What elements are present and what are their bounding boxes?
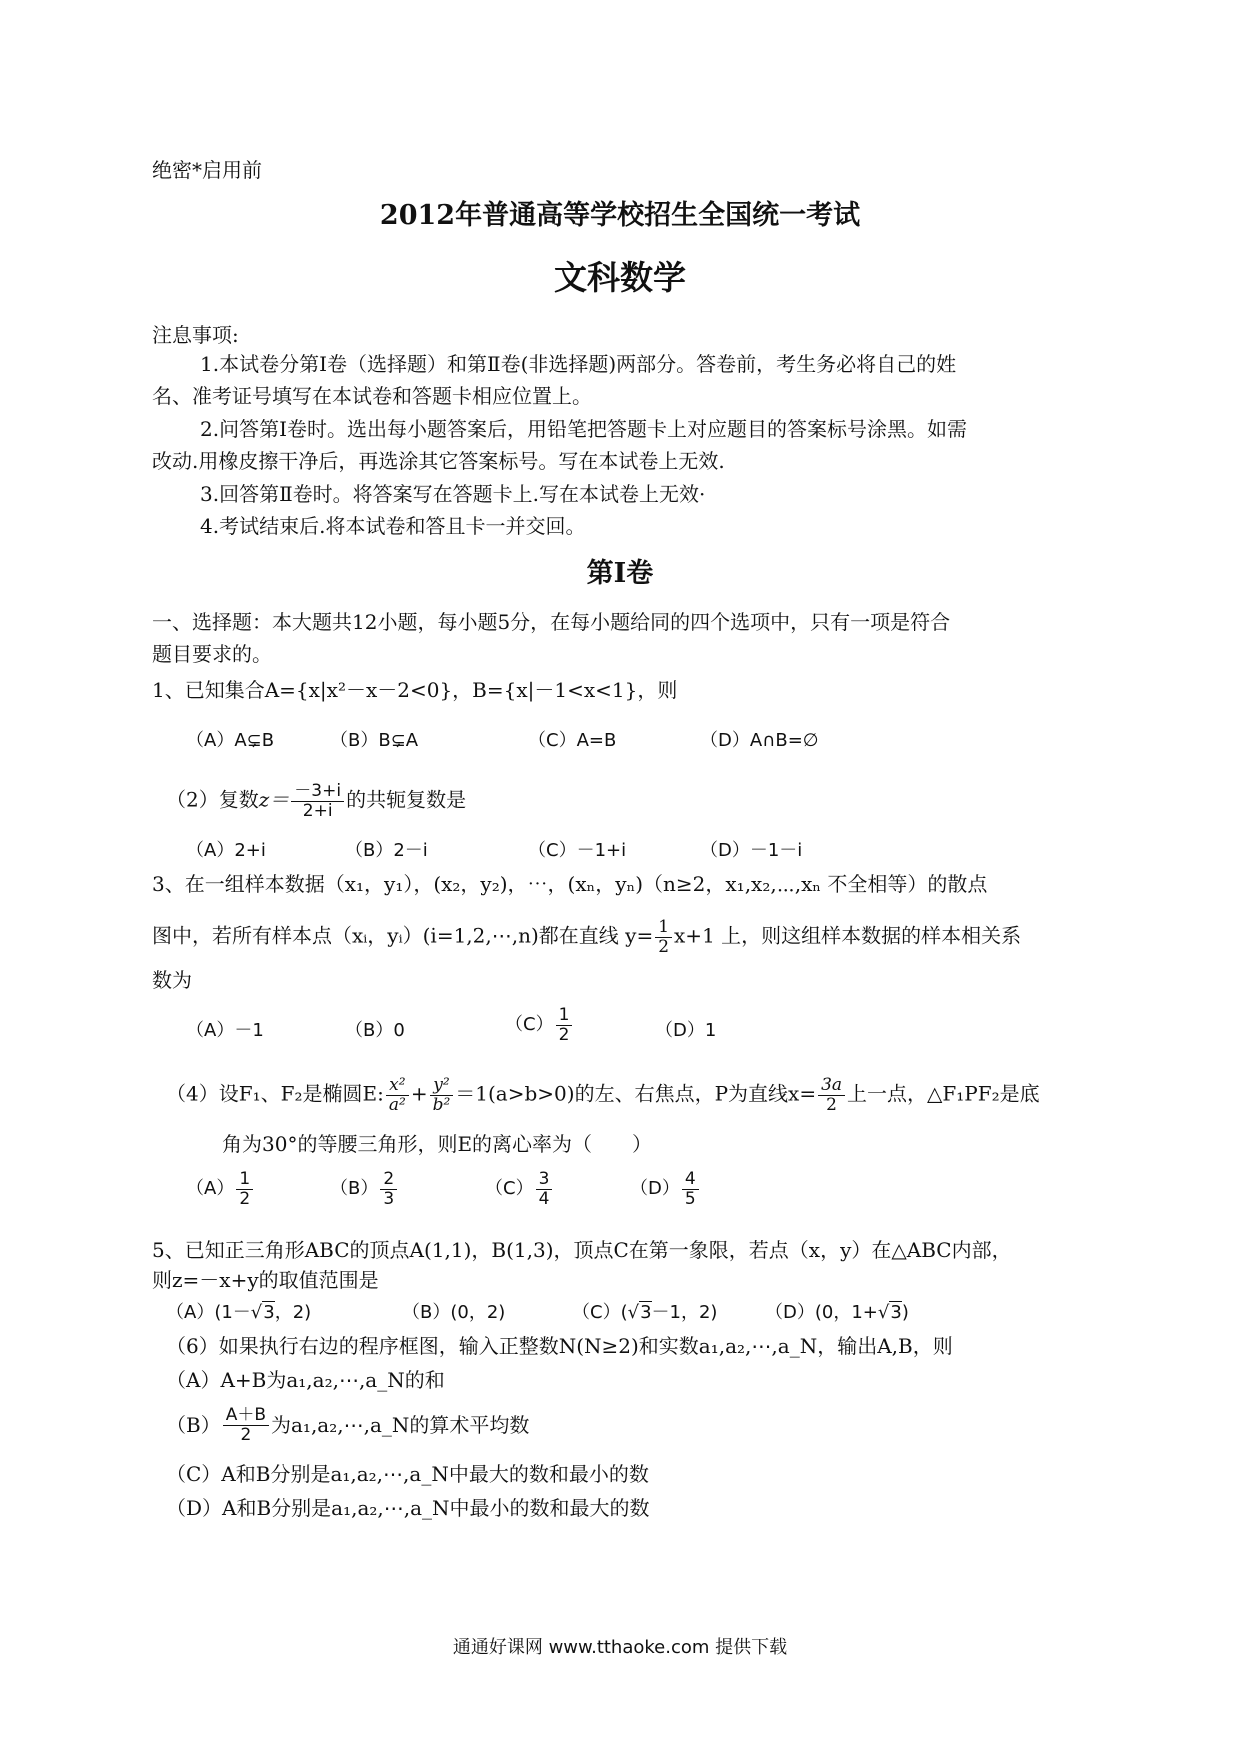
q4-option-d-label: （D）: [630, 1178, 680, 1200]
q6-option-b: [166, 1406, 529, 1444]
note-line-1: 1.本试卷分第Ⅰ卷（选择题）和第Ⅱ卷(非选择题)两部分。答卷前，考生务必将自己的姓: [200, 352, 957, 376]
q2-option-c: （C）－1+i: [528, 840, 627, 861]
q3-option-c-fraction: [556, 1006, 573, 1044]
q4-option-a-num: 1: [236, 1170, 253, 1190]
q6-option-c: （C）A和B分别是a₁,a₂,⋯,a_N中最大的数和最小的数: [166, 1462, 649, 1486]
note-line-5: 3.回答第Ⅱ卷时。将答案写在答题卡上.写在本试卷上无效·: [200, 482, 706, 506]
q4-option-a-label: （A）: [186, 1178, 235, 1200]
sqrt-icon: √: [627, 1302, 640, 1323]
q3-option-c-label: （C）: [505, 1014, 554, 1036]
q6-option-b-fraction: [223, 1406, 269, 1444]
q2-suffix: 的共轭复数是: [346, 787, 467, 812]
q3-line-1: 3、在一组样本数据（x₁，y₁），(x₂，y₂)，⋯，(xₙ，yₙ)（n≥2，x₁,x₂,⋯,xₙ 不全相等）的散点: [152, 872, 988, 896]
q5-option-c-pre: （C）(: [572, 1302, 628, 1323]
q6-stem: （6）如果执行右边的程序框图，输入正整数N(N≥2)和实数a₁,a₂,⋯,a_N，输出A,B，则: [166, 1334, 953, 1358]
q4-option-c-num: 3: [536, 1170, 553, 1190]
q4-option-c-fraction: [536, 1170, 553, 1208]
section-title: 第Ⅰ卷: [586, 558, 654, 589]
q5-option-c-post: －1，2): [651, 1302, 718, 1323]
q4-option-b-den: 3: [383, 1188, 395, 1209]
subject-title: 文科数学: [554, 258, 686, 297]
q4-option-c-label: （C）: [485, 1178, 534, 1200]
q4-option-b-num: 2: [380, 1170, 397, 1190]
q6-option-b-label: （B）: [166, 1413, 221, 1438]
q3-option-c: [505, 1006, 574, 1044]
q3-slope-den: 2: [658, 936, 670, 957]
q2-fraction-num: －3+i: [291, 782, 344, 802]
q6-option-b-den: 2: [240, 1424, 252, 1445]
q4-option-b-fraction: [380, 1170, 397, 1208]
q4-y-fraction: [430, 1076, 454, 1114]
q4-stem: [166, 1076, 1040, 1114]
q1-option-b: （B）B⊊A: [330, 730, 419, 751]
q4-option-b: [330, 1170, 399, 1208]
q4-option-d-fraction: [682, 1170, 699, 1208]
q3-line-2: [152, 918, 1021, 956]
q2-variable: z＝: [258, 787, 290, 812]
q6-option-d: （D）A和B分别是a₁,a₂,⋯,a_N中最小的数和最大的数: [166, 1496, 650, 1520]
q1-stem: 1、已知集合A={x|x²－x－2<0}，B={x|－1<x<1}，则: [152, 678, 678, 702]
section-intro-2: 题目要求的。: [152, 642, 272, 666]
q3-slope-num: 1: [655, 918, 672, 938]
q2-prefix: （2）复数: [166, 787, 259, 812]
q4-option-b-label: （B）: [330, 1178, 379, 1200]
q4-option-a: [186, 1170, 255, 1208]
q4-option-d-den: 5: [684, 1188, 696, 1209]
q4-plus: +: [410, 1081, 428, 1106]
note-line-2: 名、准考证号填写在本试卷和答题卡相应位置上。: [152, 384, 592, 408]
q3-line-3: 数为: [152, 968, 192, 992]
q4-y-den: b²: [432, 1094, 451, 1115]
q4-suffix: 上一点，△F₁PF₂是底: [847, 1081, 1040, 1106]
q6-option-a: （A）A+B为a₁,a₂,⋯,a_N的和: [166, 1368, 445, 1392]
q3-slope-fraction: [655, 918, 672, 956]
q5-option-a-radicand: 3: [263, 1302, 275, 1323]
q2-option-d: （D）－1－i: [700, 840, 803, 861]
note-line-6: 4.考试结束后.将本试卷和答且卡一并交回。: [200, 514, 586, 538]
q2-option-b: （B）2－i: [345, 840, 428, 861]
q3-option-b: （B）0: [345, 1020, 405, 1041]
q5-option-c: [572, 1302, 717, 1324]
q3-option-c-den: 2: [558, 1024, 570, 1045]
q5-option-d-post: ): [901, 1302, 909, 1323]
q2-stem: [166, 782, 466, 820]
q4-y-num: y²: [430, 1076, 452, 1096]
q1-option-a: （A）A⊊B: [186, 730, 275, 751]
q4-line-2: 角为30°的等腰三角形，则E的离心率为（ ）: [222, 1132, 653, 1156]
q1-option-d: （D）A∩B=∅: [700, 730, 819, 751]
q3-option-d: （D）1: [655, 1020, 717, 1041]
q5-option-d-pre: （D）(0，1+: [765, 1302, 878, 1323]
q2-fraction-den: 2+i: [302, 800, 333, 821]
q4-prefix: （4）设F₁、F₂是椭圆E:: [166, 1081, 384, 1106]
q6-option-b-suffix: 为a₁,a₂,⋯,a_N的算术平均数: [271, 1413, 530, 1438]
q4-option-a-fraction: [236, 1170, 253, 1208]
q6-option-b-num: A＋B: [223, 1406, 269, 1426]
q5-option-d-radicand: 3: [890, 1302, 902, 1323]
section-intro-1: 一、选择题：本大题共12小题，每小题5分，在每小题给同的四个选项中，只有一项是符合: [152, 610, 951, 634]
q4-p-num: 3a: [818, 1076, 845, 1096]
q3-option-c-num: 1: [556, 1006, 573, 1026]
q4-x-num: x²: [386, 1076, 408, 1096]
q2-option-a: （A）2+i: [186, 840, 266, 861]
q4-option-d: [630, 1170, 701, 1208]
q4-x-den: a²: [388, 1094, 406, 1115]
q2-fraction: [291, 782, 344, 820]
q3-option-a: （A）－1: [186, 1020, 264, 1041]
q5-option-b: （B）(0，2): [402, 1302, 506, 1323]
q4-option-c-den: 4: [538, 1188, 550, 1209]
notes-heading: 注息事项:: [152, 323, 239, 347]
q5-line-2: 则z=－x+y的取值范围是: [152, 1268, 379, 1292]
q5-option-a-pre: （A）(1－: [166, 1302, 251, 1323]
q3-line-2-prefix: 图中，若所有样本点（xᵢ，yᵢ）(i=1,2,⋯,n)都在直线 y=: [152, 923, 654, 948]
q5-option-a: [166, 1302, 311, 1324]
q4-option-c: [485, 1170, 554, 1208]
q4-mid: ＝1(a>b>0)的左、右焦点，P为直线x=: [455, 1081, 817, 1106]
footer-credit: 通通好课网 www.tthaoke.com 提供下载: [452, 1637, 788, 1658]
q4-option-d-num: 4: [682, 1170, 699, 1190]
q4-x-fraction: [386, 1076, 409, 1114]
exam-title: 2012年普通高等学校招生全国统一考试: [379, 200, 861, 231]
q5-option-d: [765, 1302, 909, 1324]
note-line-3: 2.问答第Ⅰ卷时。选出每小题答案后，用铅笔把答题卡上对应题目的答案标号涂黑。如需: [200, 417, 967, 441]
note-line-4: 改动.用橡皮擦干净后，再选涂其它答案标号。写在本试卷上无效.: [152, 449, 725, 473]
q5-option-c-radicand: 3: [640, 1302, 652, 1323]
q3-line-2-suffix: x+1 上，则这组样本数据的样本相关系: [674, 923, 1022, 948]
q1-option-c: （C）A=B: [528, 730, 617, 751]
q4-option-a-den: 2: [239, 1188, 251, 1209]
q4-p-den: 2: [826, 1094, 837, 1115]
confidential-label: 绝密*启用前: [152, 158, 262, 182]
q5-line-1: 5、已知正三角形ABC的顶点A(1,1)，B(1,3)，顶点C在第一象限，若点（x，y）在△ABC内部，: [152, 1238, 1012, 1262]
sqrt-icon: √: [250, 1302, 263, 1323]
sqrt-icon: √: [877, 1302, 890, 1323]
q4-p-fraction: [818, 1076, 845, 1114]
q5-option-a-post: ，2): [274, 1302, 312, 1323]
